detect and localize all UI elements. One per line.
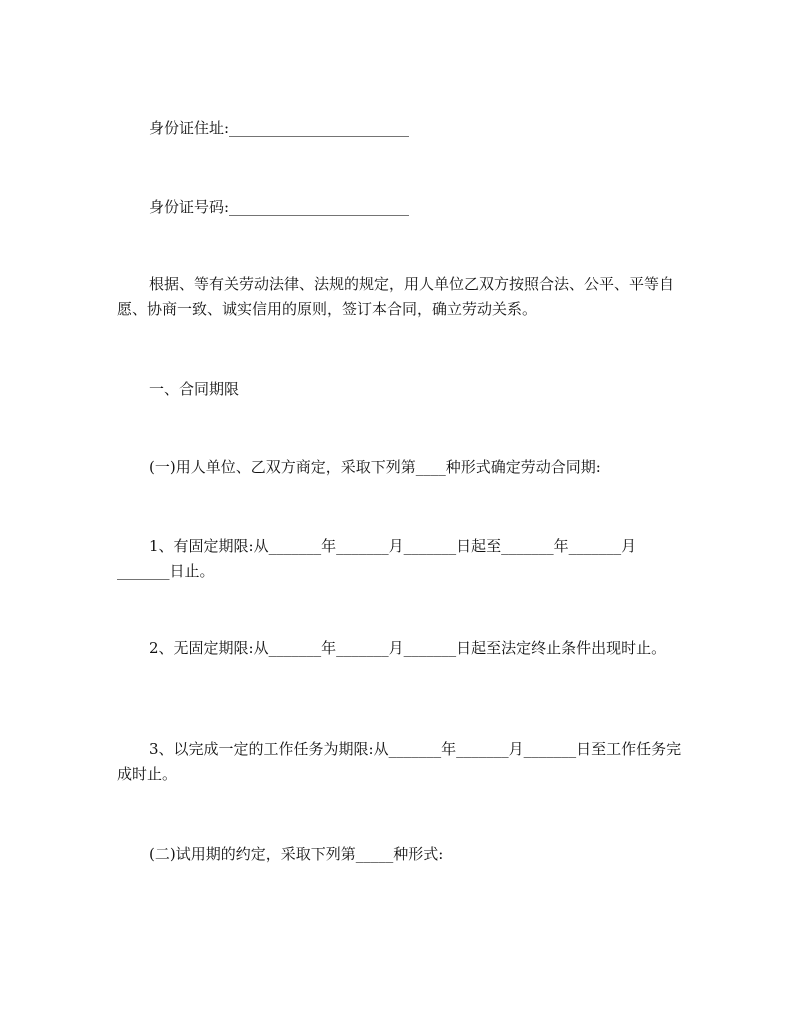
clause-fixed-term: 1、有固定期限:从_______年_______月_______日起至_______年_______月_______日止。: [117, 537, 637, 580]
preamble-paragraph: 根据、等有关劳动法律、法规的规定，用人单位乙双方按照合法、公平、平等自愿、协商一致、诚实信用的原则，签订本合同，确立劳动关系。: [117, 275, 675, 318]
clause-open-ended-term: 2、无固定期限:从_______年_______月_______日起至法定终止条件出现时止。: [149, 639, 667, 657]
clause-probation-period: (二)试用期的约定，采取下列第_____种形式:: [149, 845, 444, 863]
id-number-line: 身份证号码:________________________: [149, 198, 410, 216]
clause-task-based-term: 3、以完成一定的工作任务为期限:从_______年_______月_______日至工作任务完成时止。: [117, 740, 682, 783]
id-address-line: 身份证住址:________________________: [149, 119, 410, 137]
clause-term-form: (一)用人单位、乙双方商定，采取下列第____种形式确定劳动合同期:: [149, 458, 601, 476]
section-heading-contract-term: 一、合同期限: [149, 380, 240, 398]
